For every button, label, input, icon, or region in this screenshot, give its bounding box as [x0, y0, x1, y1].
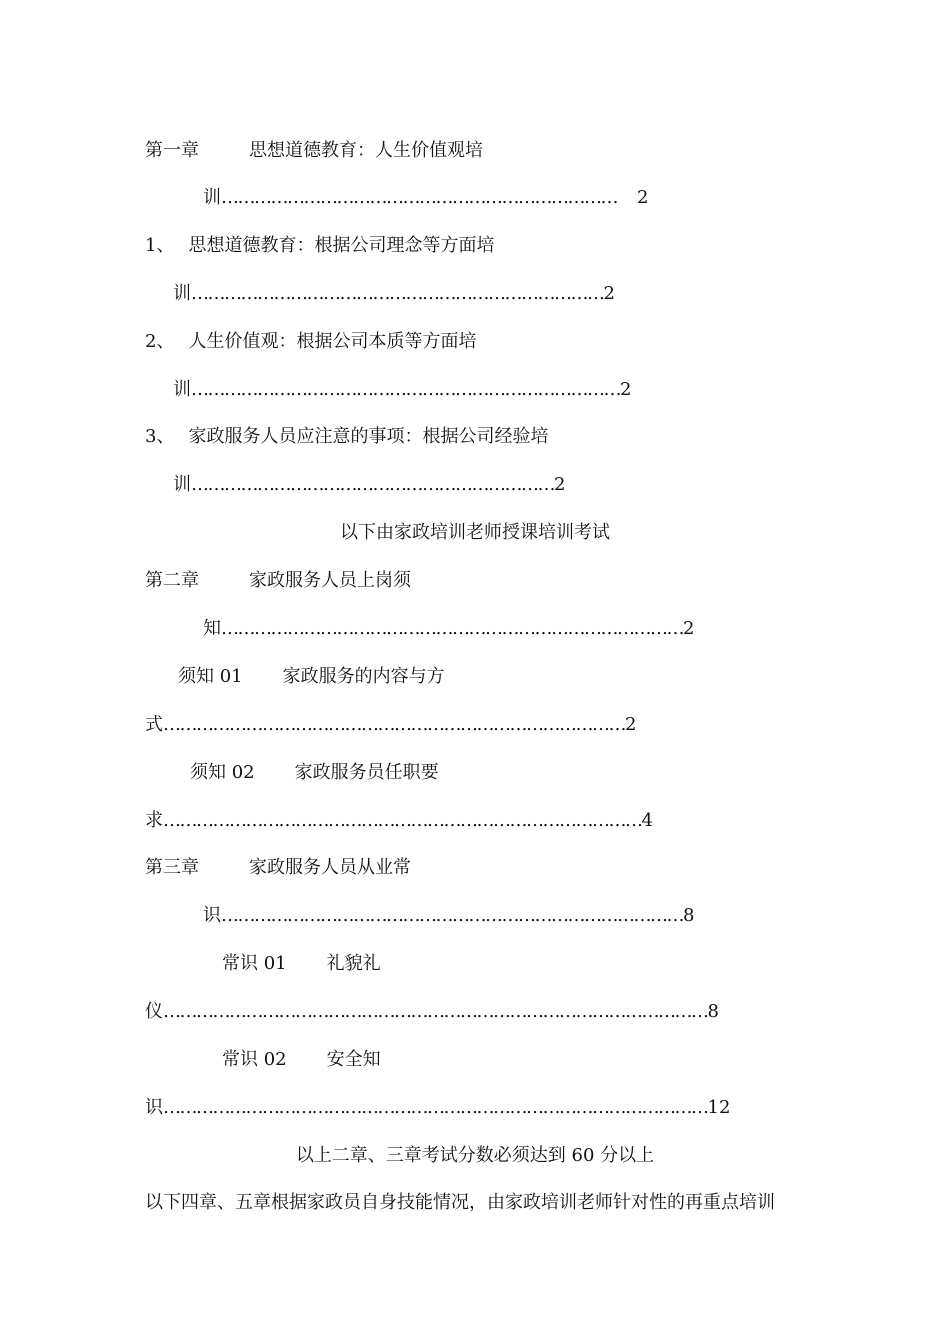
toc-notice01-leader: [145, 713, 636, 737]
title-continuation: 训: [173, 474, 191, 495]
knowledge-title: 礼貌礼: [326, 953, 381, 974]
page-number: 12: [707, 1097, 731, 1118]
toc-chapter1-leader: [203, 186, 648, 210]
notice-number: 须知 02: [190, 762, 255, 783]
title-continuation: 训: [203, 187, 221, 208]
title-continuation: 训: [173, 283, 191, 304]
toc-chapter2-leader: [203, 617, 694, 641]
page-number: 4: [641, 810, 653, 831]
toc-chapter2: [145, 569, 411, 593]
page-number: 8: [683, 905, 695, 926]
chapter-label: 第二章: [145, 570, 199, 591]
dot-leader: ………………………………………………………………: [221, 187, 617, 208]
page-number: 2: [554, 474, 566, 495]
toc-chapter3: [145, 856, 411, 880]
section-number: 2、: [145, 331, 175, 352]
knowledge-title: 安全知: [326, 1049, 381, 1070]
chapter-label: 第一章: [145, 140, 199, 161]
toc-notice02: [190, 761, 439, 785]
toc-knowledge02-leader: [145, 1096, 730, 1120]
chapter-title: 家政服务人员上岗须: [249, 570, 411, 591]
toc-chapter1: [145, 139, 483, 163]
notice-number: 须知 01: [178, 666, 243, 687]
toc-notice01: [178, 665, 445, 689]
toc-section1-leader: [173, 282, 615, 306]
toc-knowledge01-leader: [145, 1000, 719, 1024]
title-continuation: 训: [173, 379, 191, 400]
section-title: 人生价值观：根据公司本质等方面培: [188, 331, 477, 352]
dot-leader: ………………………………………………………………………………………: [163, 1001, 708, 1022]
dot-leader: ……………………………………………………………………: [191, 379, 620, 400]
toc-note-exam: 以上二章、三章考试分数必须达到 60 分以上: [295, 1145, 655, 1166]
dot-leader: ……………………………………………………………………………: [163, 810, 642, 831]
toc-section2: [145, 330, 476, 354]
page-number: 2: [620, 379, 632, 400]
chapter-title: 思想道德教育：人生价值观培: [249, 140, 483, 161]
dot-leader: …………………………………………………………………………: [221, 618, 683, 639]
section-title: 思想道德教育：根据公司理念等方面培: [188, 235, 495, 256]
dot-leader: …………………………………………………………………: [191, 283, 604, 304]
dot-leader: …………………………………………………………: [191, 474, 554, 495]
title-continuation: 仪: [145, 1001, 163, 1022]
toc-section3: [145, 425, 548, 449]
toc-chapter3-leader: [203, 904, 694, 928]
page-number: 2: [683, 618, 695, 639]
title-continuation: 式: [145, 714, 163, 735]
notice-title: 家政服务的内容与方: [282, 666, 445, 687]
dot-leader: ………………………………………………………………………………………: [163, 1097, 708, 1118]
section-number: 3、: [145, 426, 175, 447]
toc-section2-leader: [173, 378, 631, 402]
title-continuation: 知: [203, 618, 221, 639]
knowledge-number: 常识 02: [222, 1049, 287, 1070]
chapter-title: 家政服务人员从业常: [249, 857, 411, 878]
title-continuation: 识: [145, 1097, 163, 1118]
dot-leader: …………………………………………………………………………: [163, 714, 625, 735]
page-number: 2: [637, 187, 649, 208]
knowledge-number: 常识 01: [222, 953, 287, 974]
toc-section1: [145, 234, 494, 258]
toc-knowledge01: [222, 952, 381, 976]
title-continuation: 识: [203, 905, 221, 926]
dot-leader: …………………………………………………………………………: [221, 905, 683, 926]
toc-knowledge02: [222, 1048, 381, 1072]
toc-note-skills: 以下四章、五章根据家政员自身技能情况，由家政培训老师针对性的再重点培训: [145, 1192, 775, 1213]
chapter-label: 第三章: [145, 857, 199, 878]
section-title: 家政服务人员应注意的事项：根据公司经验培: [188, 426, 549, 447]
page-number: 2: [603, 283, 615, 304]
toc-note-training: 以下由家政培训老师授课培训考试: [340, 522, 610, 543]
page-number: 2: [625, 714, 637, 735]
title-continuation: 求: [145, 810, 163, 831]
toc-notice02-leader: [145, 809, 653, 833]
section-number: 1、: [145, 235, 175, 256]
notice-title: 家政服务员任职要: [294, 762, 439, 783]
page-number: 8: [707, 1001, 719, 1022]
toc-section3-leader: [173, 473, 565, 497]
